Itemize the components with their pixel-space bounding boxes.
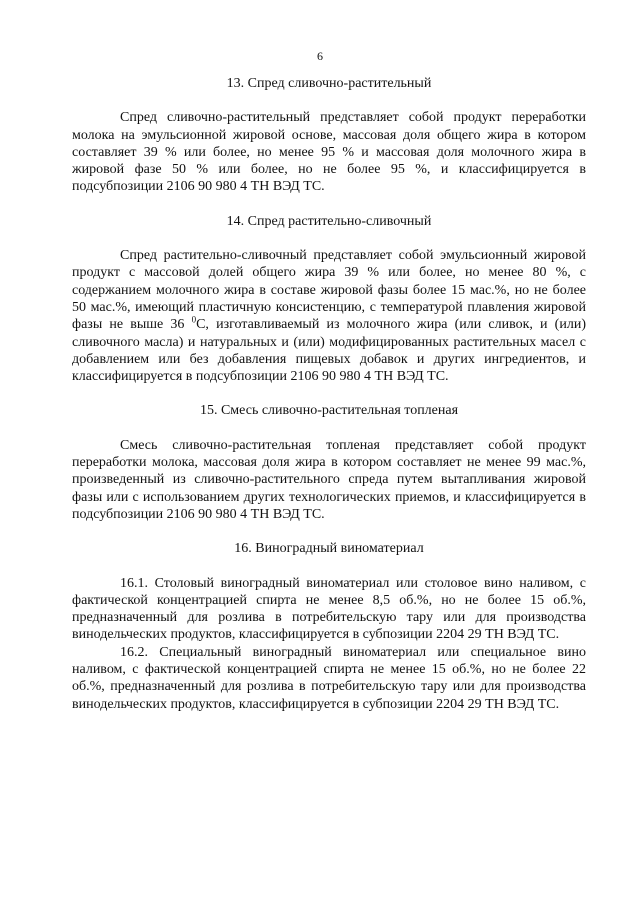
section-13-heading: 13. Спред сливочно-растительный <box>226 76 432 91</box>
section-14-text-part-2: С, изготавливаемый из молочного жира (или сливок, и (или) сливочного масла) и натуральных и (или) модифицированных растительных масел с добавлением или без добавления пищевых добавок и других ингредиентов, и классифицируется в подсубпозиции 2106 90 980 4 ТН ВЭД ТС. <box>72 317 586 385</box>
section-13-paragraph: Спред сливочно-растительный представляет собой продукт переработки молока на эмульсионной жировой основе, массовая доля общего жира в котором составляет 39 % или более, но менее 95 % и массовая доля молочного жира в жировой фазе 50 % или более, но не более 95 %, и классифицируется в подсубпозиции 2106 90 980 4 ТН ВЭД ТС. <box>72 110 586 195</box>
section-16-heading: 16. Виноградный виноматериал <box>234 541 424 557</box>
section-15-paragraph: Смесь сливочно-растительная топленая представляет собой продукт переработки молока, массовая доля жира в котором составляет не менее 99 мас.%, произведенный из сливочно-растительного спреда путем вытапливания жировой фазы или с использованием других технологических приемов, и классифицируется в подсубпозиции 2106 90 980 4 ТН ВЭД ТС. <box>72 437 586 522</box>
page-number: 6 <box>317 49 323 63</box>
document-body <box>72 75 586 713</box>
section-14-paragraph <box>72 247 586 385</box>
section-14-text-part-1: Спред растительно-сливочный представляет собой эмульсионный жировой продукт с массовой долей общего жира 39 % или более, но менее 80 %, с содержанием молочного жира в составе жировой фазы более 15 мас.%, но не более 50 мас.%, имеющий пластичную консистенцию, с температурой плавления жировой фазы не выше 36 <box>72 248 586 333</box>
section-15-heading: 15. Смесь сливочно-растительная топленая <box>199 403 459 419</box>
degree-superscript: 0 <box>191 314 197 325</box>
section-16-2-paragraph: 16.2. Специальный виноградный виноматериал или специальное вино наливом, с фактической концентрацией спирта не менее 15 об.%, но не более 22 об.%, предназначенный для розлива в потребительскую тару или для производства винодельческих продуктов, классифицируется в субпозиции 2204 29 ТН ВЭД ТС. <box>72 644 586 712</box>
section-14-heading: 14. Спред растительно-сливочный <box>226 213 432 229</box>
section-16-1-paragraph: 16.1. Столовый виноградный виноматериал или столовое вино наливом, с фактической концентрацией спирта не менее 8,5 об.%, но не более 15 об.%, предназначенный для розлива в потребительскую тару или для производства винодельческих продуктов, классифицируется в субпозиции 2204 29 ТН ВЭД ТС. <box>72 575 586 643</box>
